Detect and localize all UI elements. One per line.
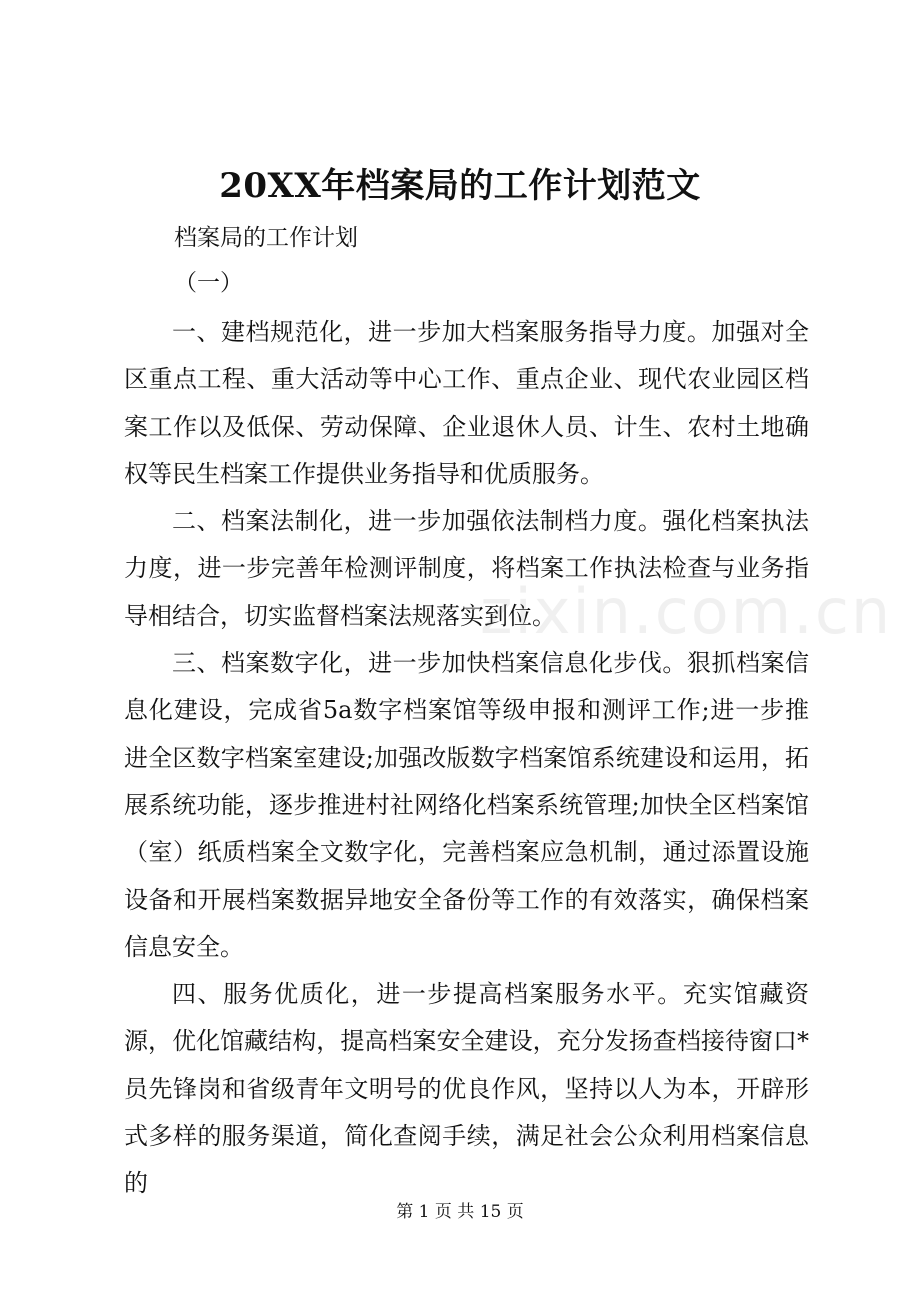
document-subtitle: 档案局的工作计划 [174, 225, 358, 251]
paragraph-1: 一、建档规范化，进一步加大档案服务指导力度。加强对全区重点工程、重大活动等中心工作、重点企业、现代农业园区档案工作以及低保、劳动保障、企业退休人员、计生、农村土地确权等民生档案工作提供业务指导和优质服务。 [124, 318, 809, 488]
page-footer: 第 1 页 共 15 页 [396, 1202, 524, 1222]
watermark: zixin.com.cn [480, 575, 893, 648]
document-title: 20XX年档案局的工作计划范文 [219, 166, 701, 206]
paragraph-2: 二、档案法制化，进一步加强依法制档力度。强化档案执法力度，进一步完善年检测评制度，将档案工作执法检查与业务指导相结合，切实监督档案法规落实到位。 [124, 507, 809, 630]
section-marker: （一） [174, 270, 243, 296]
paragraph-3: 三、档案数字化，进一步加快档案信息化步伐。狠抓档案信息化建设，完成省5a数字档案馆等级申报和测评工作;进一步推进全区数字档案室建设;加强改版数字档案馆系统建设和运用，拓展系统功能，逐步推进村社网络化档案系统管理;加快全区档案馆（室）纸质档案全文数字化，完善档案应急机制，通过添置设施设备和开展档案数据异地安全备份等工作的有效落实，确保档案信息安全。 [124, 649, 809, 961]
paragraph-4: 四、服务优质化，进一步提高档案服务水平。充实馆藏资源，优化馆藏结构，提高档案安全建设，充分发扬查档接待窗口*员先锋岗和省级青年文明号的优良作风，坚持以人为本，开辟形式多样的服务渠道，简化查阅手续，满足社会公众利用档案信息的 [124, 980, 809, 1198]
document-body [124, 309, 809, 1208]
